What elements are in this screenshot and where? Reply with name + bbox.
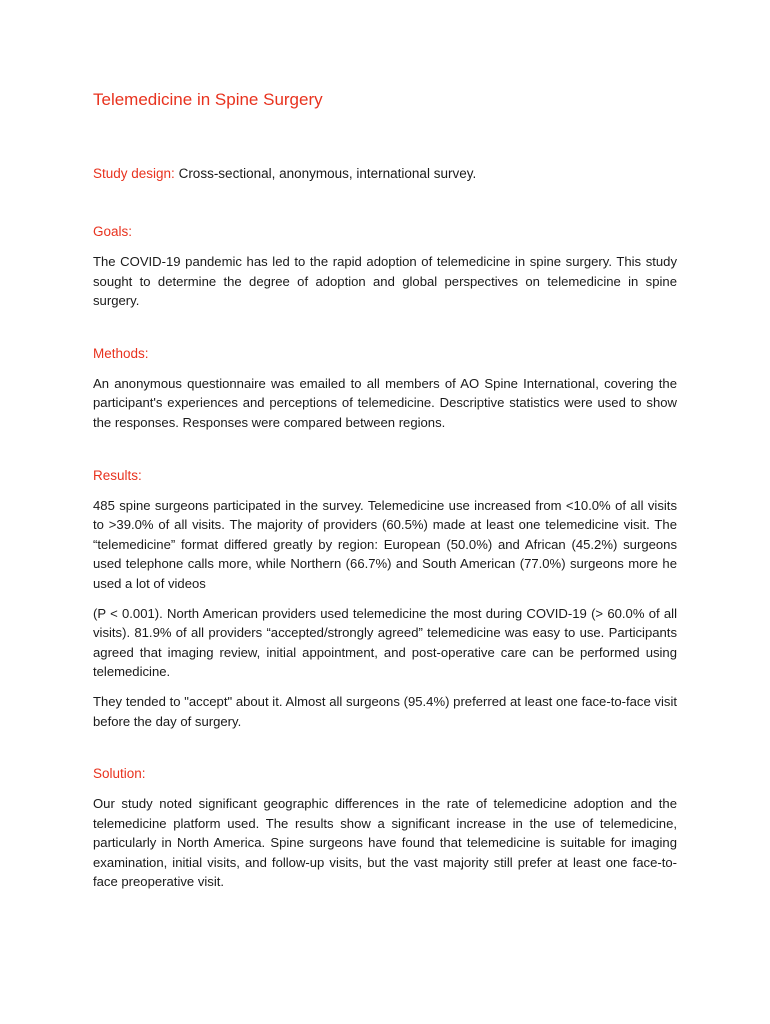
solution-paragraph: Our study noted significant geographic differences in the rate of telemedicine adoption and the telemedicine platform used. The results show a significant increase in the use of telemedicine, particularly in North America. Spine surgeons have found that telemedicine is suitable for imaging examination, initial visits, and follow-up visits, but the vast majority still prefer at least one face-to-face preoperative visit.: [93, 796, 677, 890]
study-design-line: [93, 164, 677, 184]
solution-section: [93, 764, 677, 892]
methods-heading: Methods:: [93, 345, 149, 361]
methods-section: [93, 344, 677, 433]
results-section: [93, 466, 677, 732]
study-design-value: Cross-sectional, anonymous, international survey.: [174, 166, 477, 181]
goals-paragraph: The COVID-19 pandemic has led to the rapid adoption of telemedicine in spine surgery. This study sought to determine the degree of adoption and global perspectives on telemedicine in spine surgery.: [93, 254, 677, 309]
results-paragraph: 485 spine surgeons participated in the survey. Telemedicine use increased from <10.0% of all visits to >39.0% of all visits. The majority of providers (60.5%) made at least one telemedicine visit. The “telemedicine” format differed greatly by region: European (50.0%) and African (45.2%) surgeons used telephone calls more, while Northern (66.7%) and South American (77.0%) surgeons more he used a lot of videos: [93, 497, 677, 591]
results-heading: Results:: [93, 467, 142, 483]
goals-section: [93, 222, 677, 311]
document-page: [93, 88, 677, 925]
methods-paragraph: An anonymous questionnaire was emailed to all members of AO Spine International, covering the participant's experiences and perceptions of telemedicine. Descriptive statistics were used to show the responses. Responses were compared between regions.: [93, 375, 677, 430]
solution-heading: Solution:: [93, 766, 146, 782]
goals-heading: Goals:: [93, 224, 133, 239]
results-paragraph: They tended to "accept" about it. Almost all surgeons (95.4%) preferred at least one face-to-face visit before the day of surgery.: [93, 693, 677, 729]
study-design-label: Study design:: [93, 166, 175, 181]
page-title: Telemedicine in Spine Surgery: [93, 90, 323, 109]
results-paragraph: (P < 0.001). North American providers used telemedicine the most during COVID-19 (> 60.0% of all visits). 81.9% of all providers “accepted/strongly agreed” telemedicine was easy to use. Participants agreed that imaging review, initial appointment, and post-operative care can be performed using telemedicine.: [93, 605, 677, 680]
